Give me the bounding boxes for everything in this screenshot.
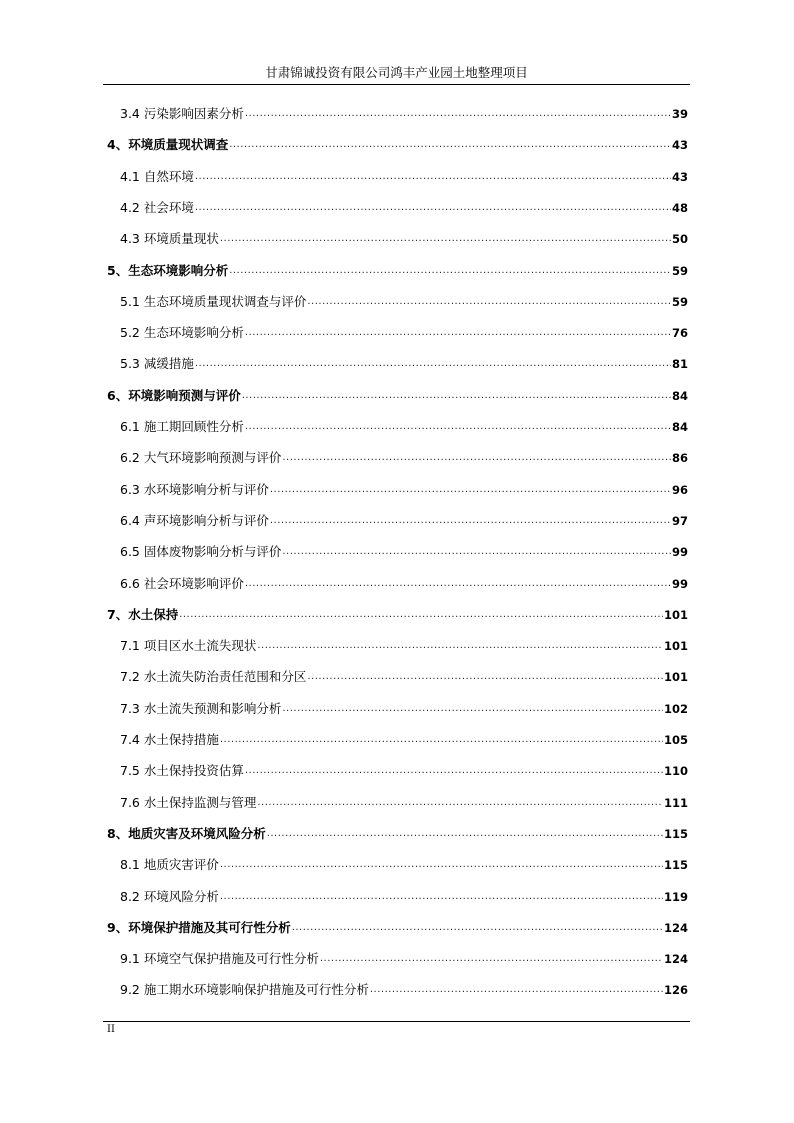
- toc-entry-page-number: 59: [671, 294, 688, 309]
- toc-dot-leader: [195, 167, 671, 187]
- toc-dot-leader: [229, 135, 671, 155]
- toc-dot-leader: [242, 386, 671, 406]
- toc-section-entry[interactable]: [120, 980, 688, 1000]
- toc-entry-label: 4.2 社会环境: [120, 199, 194, 215]
- toc-section-entry[interactable]: [120, 198, 688, 218]
- toc-section-entry[interactable]: [120, 292, 688, 312]
- toc-dot-leader: [370, 980, 663, 1000]
- toc-dot-leader: [229, 261, 671, 281]
- toc-section-entry[interactable]: [120, 887, 688, 907]
- toc-dot-leader: [292, 918, 663, 938]
- toc-section-entry[interactable]: [120, 511, 688, 531]
- toc-entry-label: 7.6 水土保持监测与管理: [120, 794, 257, 810]
- toc-entry-page-number: 124: [663, 920, 688, 935]
- toc-entry-page-number: 101: [663, 607, 688, 622]
- toc-section-entry[interactable]: [120, 793, 688, 813]
- toc-entry-label: 7.5 水土保持投资估算: [120, 763, 244, 779]
- toc-entry-page-number: 115: [663, 858, 688, 873]
- toc-entry-page-number: 43: [671, 138, 688, 153]
- toc-entry-page-number: 101: [663, 670, 688, 685]
- toc-entry-label: 5.1 生态环境质量现状调查与评价: [120, 293, 307, 309]
- page-header-title: 甘肃锦诚投资有限公司鸿丰产业园土地整理项目: [265, 65, 528, 80]
- toc-entry-label: 9、环境保护措施及其可行性分析: [107, 919, 291, 935]
- toc-dot-leader: [307, 667, 663, 687]
- toc-entry-page-number: 84: [671, 388, 688, 403]
- toc-dot-leader: [282, 699, 663, 719]
- toc-section-entry[interactable]: [120, 855, 688, 875]
- toc-entry-label: 6.6 社会环境影响评价: [120, 575, 244, 591]
- toc-dot-leader: [179, 605, 663, 625]
- toc-entry-label: 8.2 环境风险分析: [120, 888, 219, 904]
- toc-entry-page-number: 84: [671, 420, 688, 434]
- toc-dot-leader: [257, 636, 663, 656]
- toc-dot-leader: [270, 511, 671, 531]
- toc-dot-leader: [245, 574, 671, 594]
- toc-entry-label: 6.3 水环境影响分析与评价: [120, 481, 269, 497]
- toc-dot-leader: [270, 480, 671, 500]
- toc-entry-label: 7.3 水土流失预测和影响分析: [120, 700, 282, 716]
- toc-entry-page-number: 96: [671, 482, 688, 497]
- toc-dot-leader: [195, 354, 671, 374]
- toc-entry-label: 5.3 减缓措施: [120, 356, 194, 372]
- toc-dot-leader: [220, 855, 663, 875]
- toc-entry-page-number: 126: [663, 983, 688, 998]
- toc-entry-page-number: 124: [663, 952, 688, 967]
- toc-section-entry[interactable]: [120, 104, 688, 124]
- toc-entry-page-number: 115: [663, 826, 688, 841]
- toc-entry-label: 8.1 地质灾害评价: [120, 857, 219, 873]
- toc-entry-label: 6.2 大气环境影响预测与评价: [120, 450, 282, 466]
- toc-dot-leader: [245, 761, 663, 781]
- toc-entry-label: 7、水土保持: [107, 606, 179, 622]
- toc-entry-label: 8、地质灾害及环境风险分析: [107, 825, 266, 841]
- toc-dot-leader: [267, 824, 663, 844]
- toc-entry-label: 9.1 环境空气保护措施及可行性分析: [120, 951, 319, 967]
- toc-dot-leader: [220, 887, 663, 907]
- toc-entry-label: 7.2 水土流失防治责任范围和分区: [120, 669, 307, 685]
- toc-entry-label: 6、环境影响预测与评价: [107, 387, 241, 403]
- toc-entry-page-number: 99: [671, 576, 688, 591]
- toc-chapter-entry[interactable]: [107, 605, 688, 625]
- page-number: II: [107, 1024, 115, 1035]
- toc-section-entry[interactable]: [120, 761, 688, 781]
- toc-entry-label: 5.2 生态环境影响分析: [120, 325, 244, 341]
- toc-dot-leader: [320, 949, 663, 969]
- toc-section-entry[interactable]: [120, 542, 688, 562]
- toc-dot-leader: [257, 793, 663, 813]
- toc-chapter-entry[interactable]: [107, 386, 688, 406]
- toc-dot-leader: [245, 323, 671, 343]
- toc-section-entry[interactable]: [120, 448, 688, 468]
- toc-entry-page-number: 119: [663, 889, 688, 904]
- toc-dot-leader: [220, 730, 663, 750]
- toc-entry-label: 5、生态环境影响分析: [107, 262, 229, 278]
- toc-section-entry[interactable]: [120, 949, 688, 969]
- toc-section-entry[interactable]: [120, 574, 688, 594]
- toc-entry-page-number: 50: [671, 232, 688, 247]
- footer-divider: [103, 1021, 690, 1022]
- toc-entry-label: 6.1 施工期回顾性分析: [120, 419, 244, 434]
- toc-entry-label: 4、环境质量现状调查: [107, 137, 229, 153]
- toc-entry-page-number: 39: [671, 107, 688, 121]
- toc-dot-leader: [220, 229, 671, 249]
- toc-section-entry[interactable]: [120, 480, 688, 500]
- toc-section-entry[interactable]: [120, 417, 688, 437]
- toc-entry-label: 6.5 固体废物影响分析与评价: [120, 544, 282, 560]
- toc-entry-label: 9.2 施工期水环境影响保护措施及可行性分析: [120, 982, 369, 998]
- toc-section-entry[interactable]: [120, 229, 688, 249]
- toc-chapter-entry[interactable]: [107, 918, 688, 938]
- toc-entry-label: 4.1 自然环境: [120, 168, 194, 184]
- toc-entry-page-number: 97: [671, 513, 688, 528]
- toc-section-entry[interactable]: [120, 667, 688, 687]
- toc-entry-label: 3.4 污染影响因素分析: [120, 106, 244, 121]
- toc-entry-label: 7.4 水土保持措施: [120, 732, 219, 747]
- toc-entry-label: 7.1 项目区水土流失现状: [120, 638, 257, 654]
- toc-dot-leader: [282, 448, 671, 468]
- toc-dot-leader: [282, 542, 671, 562]
- toc-dot-leader: [195, 198, 671, 218]
- toc-entry-page-number: 43: [671, 169, 688, 184]
- toc-section-entry[interactable]: [120, 354, 688, 374]
- toc-entry-page-number: 86: [671, 451, 688, 466]
- toc-section-entry[interactable]: [120, 167, 688, 187]
- toc-entry-page-number: 59: [671, 263, 688, 278]
- toc-entry-page-number: 111: [663, 795, 688, 810]
- toc-section-entry[interactable]: [120, 730, 688, 750]
- toc-entry-page-number: 81: [671, 357, 688, 372]
- toc-entry-page-number: 101: [663, 639, 688, 654]
- toc-entry-page-number: 102: [663, 701, 688, 716]
- toc-section-entry[interactable]: [120, 323, 688, 343]
- toc-dot-leader: [245, 417, 671, 437]
- toc-entry-page-number: 48: [671, 200, 688, 215]
- toc-entry-page-number: 76: [671, 326, 688, 341]
- toc-chapter-entry[interactable]: [107, 135, 688, 155]
- toc-chapter-entry[interactable]: [107, 824, 688, 844]
- toc-section-entry[interactable]: [120, 636, 688, 656]
- toc-entry-page-number: 99: [671, 545, 688, 560]
- toc-dot-leader: [245, 104, 671, 124]
- toc-entry-label: 6.4 声环境影响分析与评价: [120, 512, 269, 528]
- toc-entry-page-number: 110: [663, 764, 688, 779]
- toc-chapter-entry[interactable]: [107, 261, 688, 281]
- toc-dot-leader: [307, 292, 671, 312]
- toc-entry-label: 4.3 环境质量现状: [120, 231, 219, 247]
- toc-entry-page-number: 105: [663, 733, 688, 747]
- toc-section-entry[interactable]: [120, 699, 688, 719]
